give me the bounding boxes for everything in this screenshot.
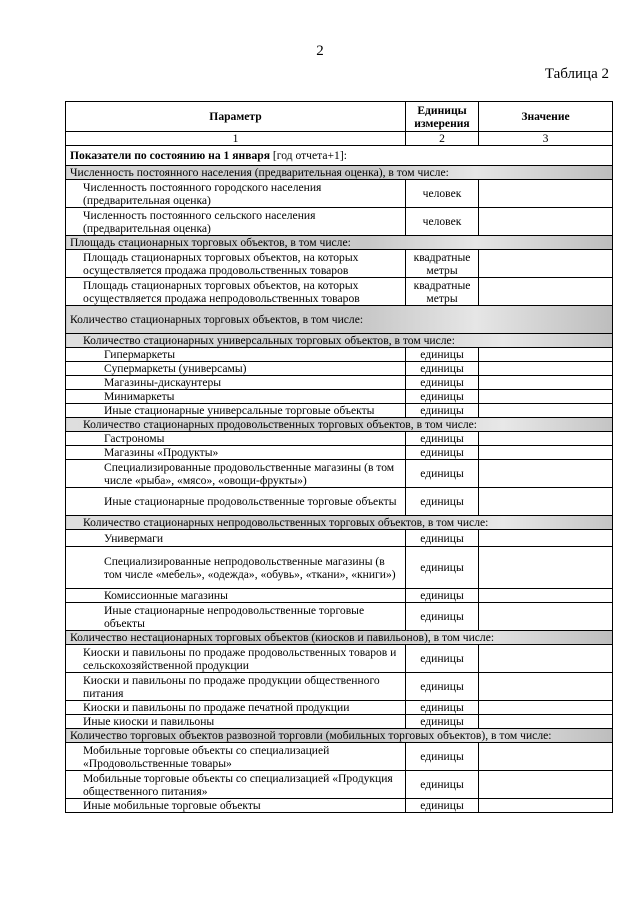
intro-rest: [год отчета+1]: [269, 149, 347, 162]
unit-cell: единицы [406, 547, 479, 589]
unit-cell: единицы [406, 432, 479, 446]
table-row [66, 390, 613, 404]
section-row [66, 306, 613, 334]
subsection-title: Количество стационарных непродовольственных торговых объектов, в том числе: [66, 516, 613, 530]
table-row [66, 547, 613, 589]
subsection-row [66, 418, 613, 432]
param-cell: Супермаркеты (универсамы) [66, 362, 406, 376]
param-cell: Комиссионные магазины [66, 589, 406, 603]
unit-cell: единицы [406, 460, 479, 488]
value-cell[interactable] [479, 715, 613, 729]
value-cell[interactable] [479, 645, 613, 673]
header-unit: Единицы измерения [406, 102, 479, 132]
unit-cell: единицы [406, 446, 479, 460]
param-cell: Гипермаркеты [66, 348, 406, 362]
section-row [66, 236, 613, 250]
section-row [66, 631, 613, 645]
param-cell: Киоски и павильоны по продаже печатной продукции [66, 701, 406, 715]
section-row [66, 166, 613, 180]
section-title: Площадь стационарных торговых объектов, в том числе: [66, 236, 613, 250]
table-row [66, 432, 613, 446]
value-cell[interactable] [479, 673, 613, 701]
table-row [66, 645, 613, 673]
table-row [66, 278, 613, 306]
indicators-table [65, 101, 613, 813]
header-value: Значение [479, 102, 613, 132]
table-row [66, 404, 613, 418]
param-cell: Иные киоски и павильоны [66, 715, 406, 729]
table-row [66, 362, 613, 376]
subsection-row [66, 334, 613, 348]
param-cell: Специализированные непродовольственные магазины (в том числе «мебель», «одежда», «обувь», «ткани», «книги») [66, 547, 406, 589]
value-cell[interactable] [479, 348, 613, 362]
value-cell[interactable] [479, 180, 613, 208]
unit-cell: единицы [406, 673, 479, 701]
table-row [66, 446, 613, 460]
unit-cell: единицы [406, 603, 479, 631]
unit-cell: человек [406, 208, 479, 236]
value-cell[interactable] [479, 250, 613, 278]
param-cell: Киоски и павильоны по продаже продукции общественного питания [66, 673, 406, 701]
param-cell: Площадь стационарных торговых объектов, на которых осуществляется продажа продовольственных товаров [66, 250, 406, 278]
unit-cell: единицы [406, 348, 479, 362]
table-row [66, 488, 613, 516]
value-cell[interactable] [479, 530, 613, 547]
value-cell[interactable] [479, 446, 613, 460]
value-cell[interactable] [479, 376, 613, 390]
column-number-3: 3 [479, 132, 613, 146]
param-cell: Иные мобильные торговые объекты [66, 799, 406, 813]
unit-cell: единицы [406, 771, 479, 799]
unit-cell: единицы [406, 390, 479, 404]
table-row [66, 376, 613, 390]
table-row [66, 771, 613, 799]
param-cell: Численность постоянного сельского населения (предварительная оценка) [66, 208, 406, 236]
value-cell[interactable] [479, 771, 613, 799]
table-header-row [66, 102, 613, 132]
param-cell: Иные стационарные универсальные торговые объекты [66, 404, 406, 418]
table-row [66, 673, 613, 701]
unit-cell: квадратные метры [406, 250, 479, 278]
table-row [66, 180, 613, 208]
value-cell[interactable] [479, 460, 613, 488]
table-row [66, 715, 613, 729]
table-row [66, 603, 613, 631]
unit-cell: единицы [406, 488, 479, 516]
value-cell[interactable] [479, 799, 613, 813]
intro-cell [66, 146, 613, 166]
unit-cell: единицы [406, 743, 479, 771]
table-row [66, 348, 613, 362]
section-title: Количество нестационарных торговых объектов (киосков и павильонов), в том числе: [66, 631, 613, 645]
column-number-2: 2 [406, 132, 479, 146]
param-cell: Гастрономы [66, 432, 406, 446]
value-cell[interactable] [479, 488, 613, 516]
param-cell: Магазины «Продукты» [66, 446, 406, 460]
unit-cell: единицы [406, 362, 479, 376]
table-row [66, 208, 613, 236]
param-cell: Численность постоянного городского населения (предварительная оценка) [66, 180, 406, 208]
param-cell: Иные стационарные продовольственные торговые объекты [66, 488, 406, 516]
table-row [66, 589, 613, 603]
value-cell[interactable] [479, 208, 613, 236]
value-cell[interactable] [479, 362, 613, 376]
page-number: 2 [316, 43, 324, 59]
param-cell: Киоски и павильоны по продаже продовольственных товаров и сельскохозяйственной продукции [66, 645, 406, 673]
subsection-title: Количество стационарных продовольственных торговых объектов, в том числе: [66, 418, 613, 432]
unit-cell: единицы [406, 701, 479, 715]
table-row [66, 701, 613, 715]
table-caption: Таблица 2 [544, 66, 609, 82]
unit-cell: квадратные метры [406, 278, 479, 306]
unit-cell: единицы [406, 715, 479, 729]
unit-cell: единицы [406, 589, 479, 603]
value-cell[interactable] [479, 589, 613, 603]
table-body [66, 166, 613, 813]
param-cell: Мобильные торговые объекты со специализацией «Продукция общественного питания» [66, 771, 406, 799]
column-number-row [66, 132, 613, 146]
subsection-title: Количество стационарных универсальных торговых объектов, в том числе: [66, 334, 613, 348]
table-row [66, 460, 613, 488]
intro-row [66, 146, 613, 166]
value-cell[interactable] [479, 278, 613, 306]
table-row [66, 799, 613, 813]
param-cell: Площадь стационарных торговых объектов, на которых осуществляется продажа непродовольственных товаров [66, 278, 406, 306]
table-row [66, 250, 613, 278]
header-param: Параметр [66, 102, 406, 132]
value-cell[interactable] [479, 390, 613, 404]
unit-cell: единицы [406, 645, 479, 673]
subsection-row [66, 516, 613, 530]
unit-cell: единицы [406, 376, 479, 390]
section-title: Количество торговых объектов развозной торговли (мобильных торговых объектов), в том числе: [66, 729, 613, 743]
unit-cell: единицы [406, 404, 479, 418]
section-title: Количество стационарных торговых объектов, в том числе: [66, 306, 613, 334]
param-cell: Специализированные продовольственные магазины (в том числе «рыба», «мясо», «овощи-фрукты») [66, 460, 406, 488]
unit-cell: единицы [406, 799, 479, 813]
value-cell[interactable] [479, 432, 613, 446]
value-cell[interactable] [479, 701, 613, 715]
value-cell[interactable] [479, 404, 613, 418]
param-cell: Универмаги [66, 530, 406, 547]
section-title: Численность постоянного населения (предварительная оценка), в том числе: [66, 166, 613, 180]
table-row [66, 743, 613, 771]
value-cell[interactable] [479, 743, 613, 771]
table-row [66, 530, 613, 547]
param-cell: Магазины-дискаунтеры [66, 376, 406, 390]
param-cell: Иные стационарные непродовольственные торговые объекты [66, 603, 406, 631]
param-cell: Мобильные торговые объекты со специализацией «Продовольственные товары» [66, 743, 406, 771]
column-number-1: 1 [66, 132, 406, 146]
unit-cell: единицы [406, 530, 479, 547]
value-cell[interactable] [479, 603, 613, 631]
intro-bold: Показатели по состоянию на 1 января [70, 149, 270, 162]
value-cell[interactable] [479, 547, 613, 589]
param-cell: Минимаркеты [66, 390, 406, 404]
section-row [66, 729, 613, 743]
unit-cell: человек [406, 180, 479, 208]
